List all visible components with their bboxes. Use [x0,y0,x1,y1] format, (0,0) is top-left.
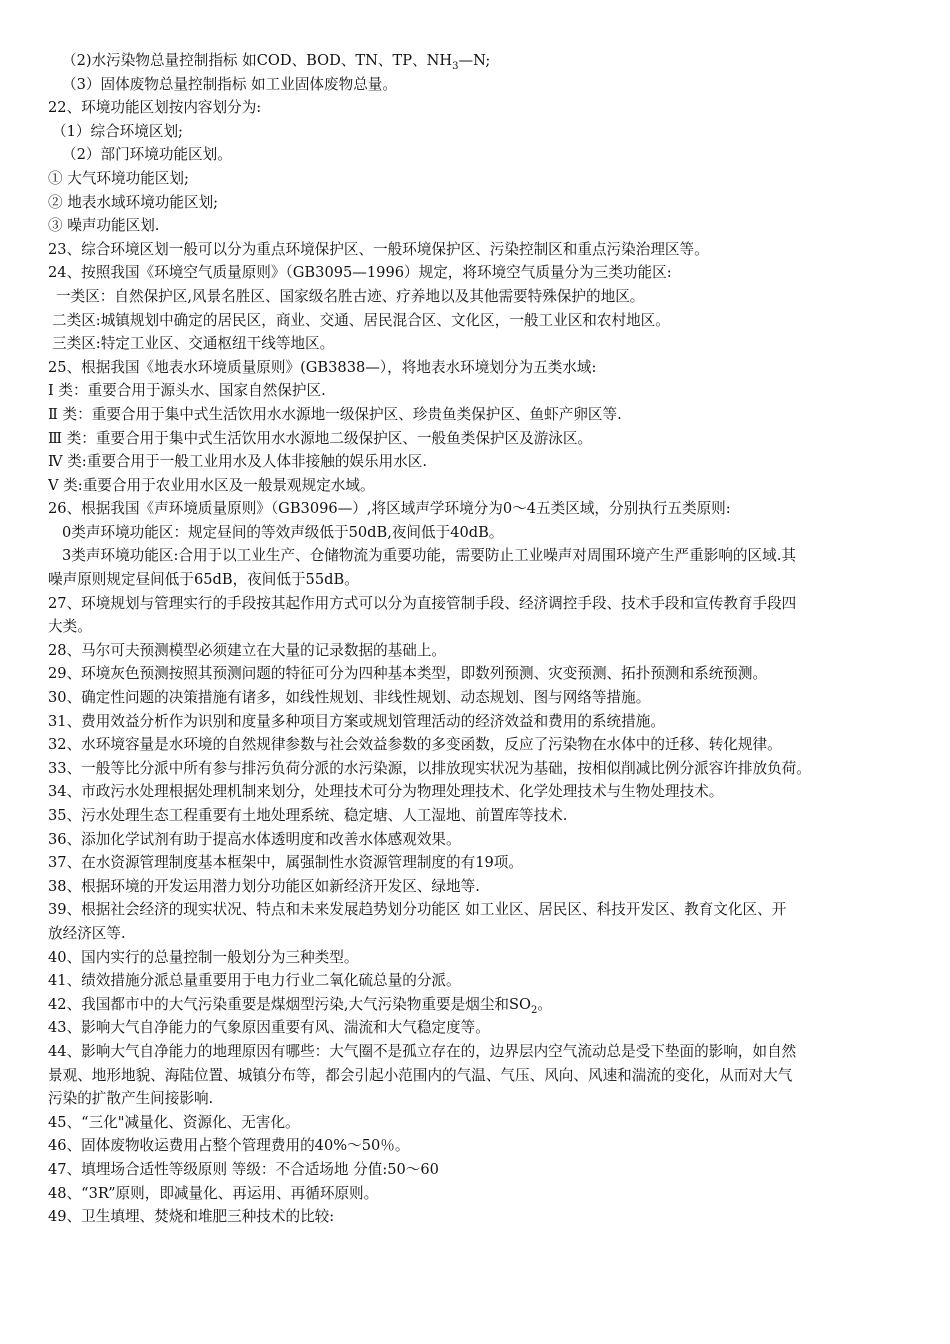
text-line [48,922,908,946]
text-line-content: 33、一般等比分派中所有参与排污负荷分派的水污染源，以排放现实状况为基础，按相似削减比例分派容许排放负荷。 [48,759,811,777]
text-line [48,214,908,238]
text-line-content: 41、绩效措施分派总量重要用于电力行业二氧化硫总量的分派。 [48,972,461,990]
text-line-content: Ⅰ 类：重要合用于源头水、国家自然保护区. [48,382,326,400]
text-line-content: 45、“三化"减量化、资源化、无害化。 [48,1113,300,1131]
text-line [48,1111,908,1135]
text-line-content: Ⅱ 类：重要合用于集中式生活饮用水水源地一级保护区、珍贵鱼类保护区、鱼虾产卵区等. [48,405,622,423]
text-line-content: 29、环境灰色预测按照其预测问题的特征可分为四种基本类型，即数列预测、灾变预测、拓扑预测和系统预测。 [48,665,768,683]
text-line [48,261,908,285]
text-line-content: 49、卫生填埋、焚烧和堆肥三种技术的比较: [48,1208,335,1226]
text-line [48,1205,908,1229]
text-line [48,946,908,970]
text-line-content: （2）部门环境功能区划。 [62,146,232,164]
text-line-content: 一类区：自然保护区,风景名胜区、国家级名胜古迹、疗养地以及其他需要特殊保护的地区。 [56,287,645,305]
text-line [48,427,908,451]
text-line-content: 44、影响大气自净能力的地理原因有哪些：大气圈不是孤立存在的，边界层内空气流动总是受下垫面的影响，如自然 [48,1042,797,1060]
text-line [48,993,908,1017]
text-line-content: Ⅴ 类:重要合用于农业用水区及一般景观规定水域。 [48,476,375,494]
text-line-content: 48、“3R”原则，即减量化、再运用、再循环原则。 [48,1184,379,1202]
text-line-suffix: —N; [458,52,491,69]
text-line [48,780,908,804]
text-line-content: 二类区:城镇规划中确定的居民区，商业、交通、居民混合区、文化区，一般工业区和农村地区。 [52,311,670,329]
text-line-content: 28、马尔可夫预测模型必须建立在大量的记录数据的基础上。 [48,641,447,659]
text-line [48,875,908,899]
text-line-content: 大类。 [48,618,92,636]
text-line [48,120,908,144]
text-line [48,238,908,262]
text-line-content: （2)水污染物总量控制指标 如COD、BOD、TN、TP、NH [62,52,453,69]
text-line [48,450,908,474]
text-line-content: 34、市政污水处理根据处理机制来划分，处理技术可分为物理处理技术、化学处理技术与生物处理技术。 [48,783,724,801]
text-line-content: 27、环境规划与管理实行的手段按其起作用方式可以分为直接管制手段、经济调控手段、技术手段和宣传教育手段四 [48,594,797,612]
text-line [48,167,908,191]
text-line [48,1016,908,1040]
text-line-content: 污染的扩散产生间接影响. [48,1090,214,1108]
text-line [48,356,908,380]
text-line [48,73,908,97]
text-line [48,332,908,356]
text-line-content: 噪声原则规定昼间低于65dB，夜间低于55dB。 [48,571,359,589]
text-line-content: 39、根据社会经济的现实状况、特点和未来发展趋势划分功能区 如工业区、居民区、科技开发区、教育文化区、开 [48,901,787,919]
text-line-content: 30、确定性问题的决策措施有诸多，如线性规划、非线性规划、动态规划、图与网络等措施。 [48,689,651,707]
text-line [48,1087,908,1111]
text-line-content: 三类区:特定工业区、交通枢纽干线等地区。 [52,335,335,353]
text-line-content: 25、根据我国《地表水环境质量原则》(GB3838—），将地表水环境划分为五类水域: [48,358,597,376]
text-line-content: （1）综合环境区划; [52,122,183,140]
text-line-suffix: 。 [537,995,552,1013]
text-line [48,828,908,852]
text-line [48,733,908,757]
text-line [48,1134,908,1158]
text-line [48,285,908,309]
text-line [48,851,908,875]
text-line-content: 40、国内实行的总量控制一般划分为三种类型。 [48,948,359,966]
text-line-content: 23、综合环境区划一般可以分为重点环境保护区、一般环境保护区、污染控制区和重点污染治理区等。 [48,240,709,258]
text-line-content: ② 地表水域环境功能区划; [48,193,219,211]
text-line [48,497,908,521]
text-line [48,49,908,73]
text-line-content: 43、影响大气自净能力的气象原因重要有风、湍流和大气稳定度等。 [48,1019,490,1037]
text-line [48,1040,908,1064]
text-line-content: 32、水环境容量是水环境的自然规律参数与社会效益参数的多变函数，反应了污染物在水体中的迁移、转化规律。 [48,736,782,754]
text-line [48,969,908,993]
text-line [48,615,908,639]
text-line [48,568,908,592]
text-line [48,143,908,167]
text-line-content: 31、费用效益分析作为识别和度量多种项目方案或规划管理活动的经济效益和费用的系统措施。 [48,712,665,730]
text-line-content: Ⅲ 类：重要合用于集中式生活饮用水水源地二级保护区、一般鱼类保护区及游泳区。 [48,429,593,447]
text-line-content: 放经济区等. [48,924,126,942]
text-line-content: 35、污水处理生态工程重要有土地处理系统、稳定塘、人工湿地、前置库等技术. [48,807,568,824]
text-line [48,592,908,616]
text-line-content: 26、根据我国《声环境质量原则》（GB3096—）,将区域声学环境分为0～4五类区域，分别执行五类原则: [48,500,731,518]
text-line [48,757,908,781]
text-line-content: 47、填埋场合适性等级原则 等级：不合适场地 分值:50～60 [48,1160,439,1178]
text-line [48,686,908,710]
text-line [48,639,908,663]
text-line-content: 22、环境功能区划按内容划分为: [48,99,262,117]
subscript: 2 [531,1004,538,1016]
text-line-content: 0类声环境功能区：规定昼间的等效声级低于50dB,夜间低于40dB。 [62,523,504,541]
text-line [48,474,908,498]
text-line-content: 36、添加化学试剂有助于提高水体透明度和改善水体感观效果。 [48,830,461,848]
document-body [48,49,908,1229]
text-line [48,804,908,828]
text-line [48,403,908,427]
text-line [48,379,908,403]
text-line-content: （3）固体废物总量控制指标 如工业固体废物总量。 [62,75,397,93]
text-line-content: 景观、地形地貌、海陆位置、城镇分布等，都会引起小范围内的气温、气压、风向、风速和湍流的变化，从而对大气 [48,1066,793,1084]
text-line-content: 46、固体废物收运费用占整个管理费用的40%～50％。 [48,1137,410,1155]
text-line [48,1182,908,1206]
text-line [48,309,908,333]
text-line-content: 42、我国都市中的大气污染重要是煤烟型污染,大气污染物重要是烟尘和SO [48,995,531,1013]
text-line [48,544,908,568]
text-line [48,1064,908,1088]
text-line-content: ③ 噪声功能区划. [48,217,160,235]
text-line-content: 24、按照我国《环境空气质量原则》（GB3095—1996）规定，将环境空气质量分为三类功能区: [48,264,672,282]
text-line [48,662,908,686]
text-line [48,191,908,215]
text-line-content: ① 大气环境功能区划; [48,169,189,187]
text-line-content: 37、在水资源管理制度基本框架中，属强制性水资源管理制度的有19项。 [48,854,523,872]
text-line [48,96,908,120]
subscript: 3 [452,60,459,72]
text-line [48,898,908,922]
text-line [48,521,908,545]
text-line-content: Ⅳ 类:重要合用于一般工业用水及人体非接触的娱乐用水区. [48,453,428,471]
text-line [48,710,908,734]
text-line [48,1158,908,1182]
text-line-content: 3类声环境功能区:合用于以工业生产、仓储物流为重要功能，需要防止工业噪声对周围环境产生严重影响的区域.其 [62,547,796,565]
text-line-content: 38、根据环境的开发运用潜力划分功能区如新经济开发区、绿地等. [48,877,480,895]
